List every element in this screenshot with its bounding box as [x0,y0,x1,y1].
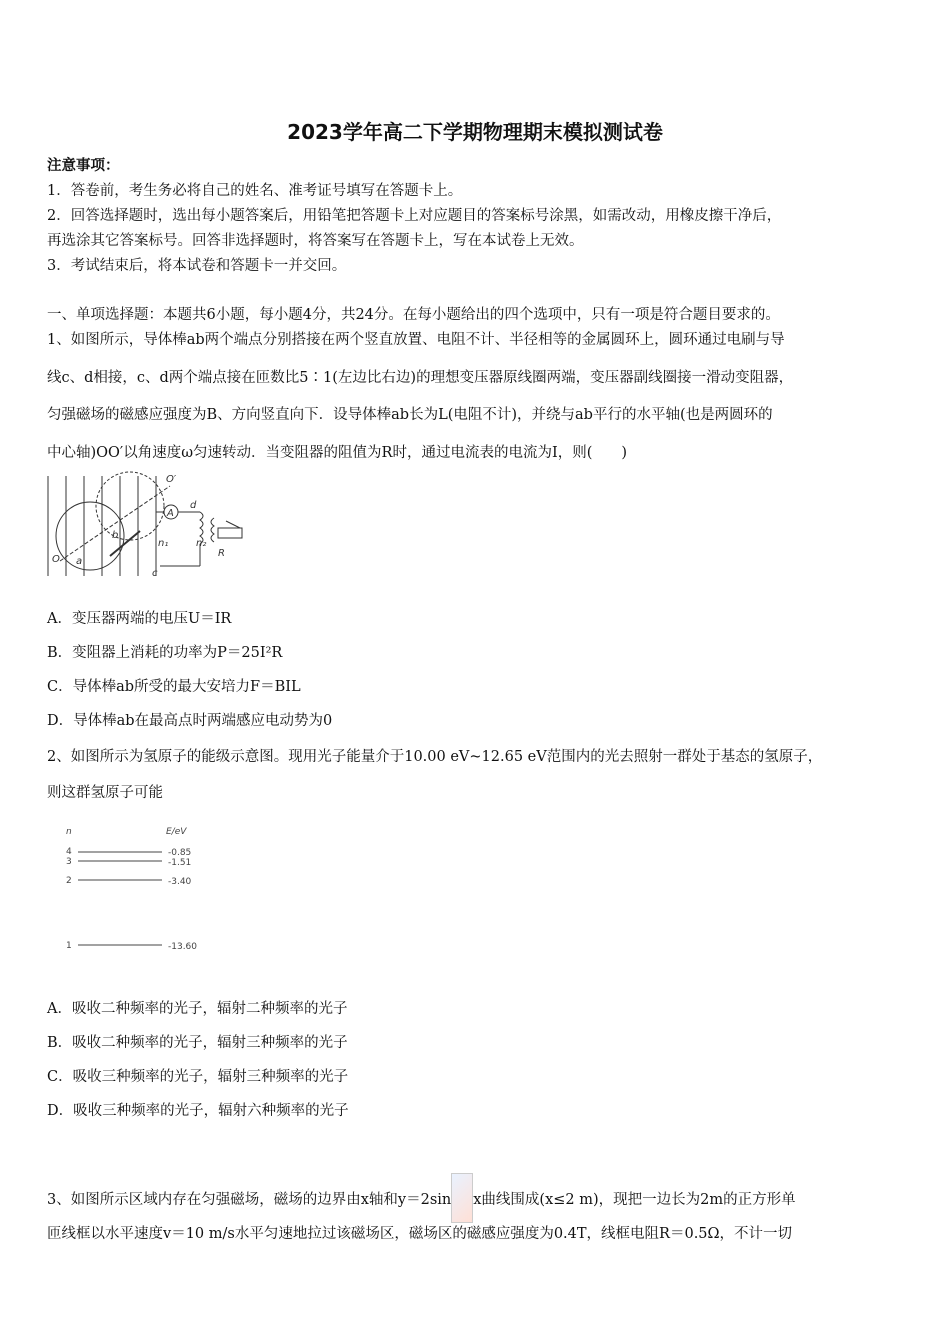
notice-item: 2．回答选择题时，选出每小题答案后，用铅笔把答题卡上对应题目的答案标号涂黑，如需改动，用橡皮擦干净后， [47,208,782,224]
level-n: 1 [66,941,72,951]
fig-label: O [52,554,60,565]
fig-label: R [218,548,225,559]
q2-option: D．吸收三种频率的光子，辐射六种频率的光子 [47,1103,349,1119]
page-title: 2023学年高二下学期物理期末模拟测试卷 [287,120,663,144]
fig-label: n₂ [196,538,207,549]
fig-label: A [167,508,174,519]
q1-option: A．变压器两端的电压U＝IR [47,611,232,627]
q1-figure [40,466,250,586]
notice-item: 1．答卷前，考生务必将自己的姓名、准考证号填写在答题卡上。 [47,183,463,199]
q2-stem-line: 则这群氢原子可能 [47,785,163,801]
q3-stem-part: 3、如图所示区域内存在匀强磁场，磁场的边界由x轴和y＝2sin [47,1192,452,1208]
notice-item: 3．考试结束后，将本试卷和答题卡一并交回。 [47,258,347,274]
q1-stem-line: 匀强磁场的磁感应强度为B、方向竖直向下．设导体棒ab长为L(电阻不计)，并绕与ab平行的水平轴(也是两圆环的 [47,407,773,423]
level-n: 4 [66,847,72,857]
q3-stem-part: x曲线围成(x≤2 m)，现把一边长为2m的正方形单 [473,1192,796,1208]
fig-label: O′ [166,474,177,485]
q1-option: D．导体棒ab在最高点时两端感应电动势为0 [47,713,333,729]
fig-label: b [112,530,119,541]
q2-option: C．吸收三种频率的光子，辐射三种频率的光子 [47,1069,349,1085]
q1-stem-line: 线c、d相接，c、d两个端点接在匝数比5∶1(左边比右边)的理想变压器原线圈两端，变压器副线圈接一滑动变阻器， [47,370,794,386]
fig-label: d [190,500,197,511]
notice-item: 再选涂其它答案标号。回答非选择题时，将答案写在答题卡上，写在本试卷上无效。 [47,233,584,249]
level-n: 3 [66,857,72,867]
fig-label: n₁ [158,538,169,549]
energy-axis-label: E/eV [166,827,187,837]
fig-label: a [76,556,83,567]
broken-image-placeholder [451,1173,473,1223]
q2-option: A．吸收二种频率的光子，辐射二种频率的光子 [47,1001,348,1017]
level-energy: -0.85 [168,848,192,858]
q1-stem-line: 1、如图所示，导体棒ab两个端点分别搭接在两个竖直放置、电阻不计、半径相等的金属圆环上，圆环通过电刷与导 [47,332,785,348]
q1-stem-line: 中心轴)OO′以角速度ω匀速转动．当变阻器的阻值为R时，通过电流表的电流为I，则( ) [47,445,628,461]
q2-stem-line: 2、如图所示为氢原子的能级示意图。现用光子能量介于10.00 eV~12.65 eV范围内的光去照射一群处于基态的氢原子， [47,749,823,765]
n-axis-label: n [66,827,72,837]
q1-option: C．导体棒ab所受的最大安培力F＝BIL [47,679,301,695]
level-energy: -13.60 [168,942,198,952]
energy-level-diagram [60,822,230,957]
q1-option: B．变阻器上消耗的功率为P＝25I²R [47,645,283,661]
fig-label: c [152,568,158,579]
q2-option: B．吸收二种频率的光子，辐射三种频率的光子 [47,1035,348,1051]
level-energy: -1.51 [168,858,192,868]
section-heading: 一、单项选择题：本题共6小题，每小题4分，共24分。在每小题给出的四个选项中，只有一项是符合题目要求的。 [47,307,780,323]
notice-heading: 注意事项： [47,157,120,174]
level-n: 2 [66,876,72,886]
q3-stem-line: 匝线框以水平速度v＝10 m/s水平匀速地拉过该磁场区，磁场区的磁感应强度为0.4T，线框电阻R＝0.5Ω，不计一切 [47,1226,793,1242]
level-energy: -3.40 [168,877,192,887]
